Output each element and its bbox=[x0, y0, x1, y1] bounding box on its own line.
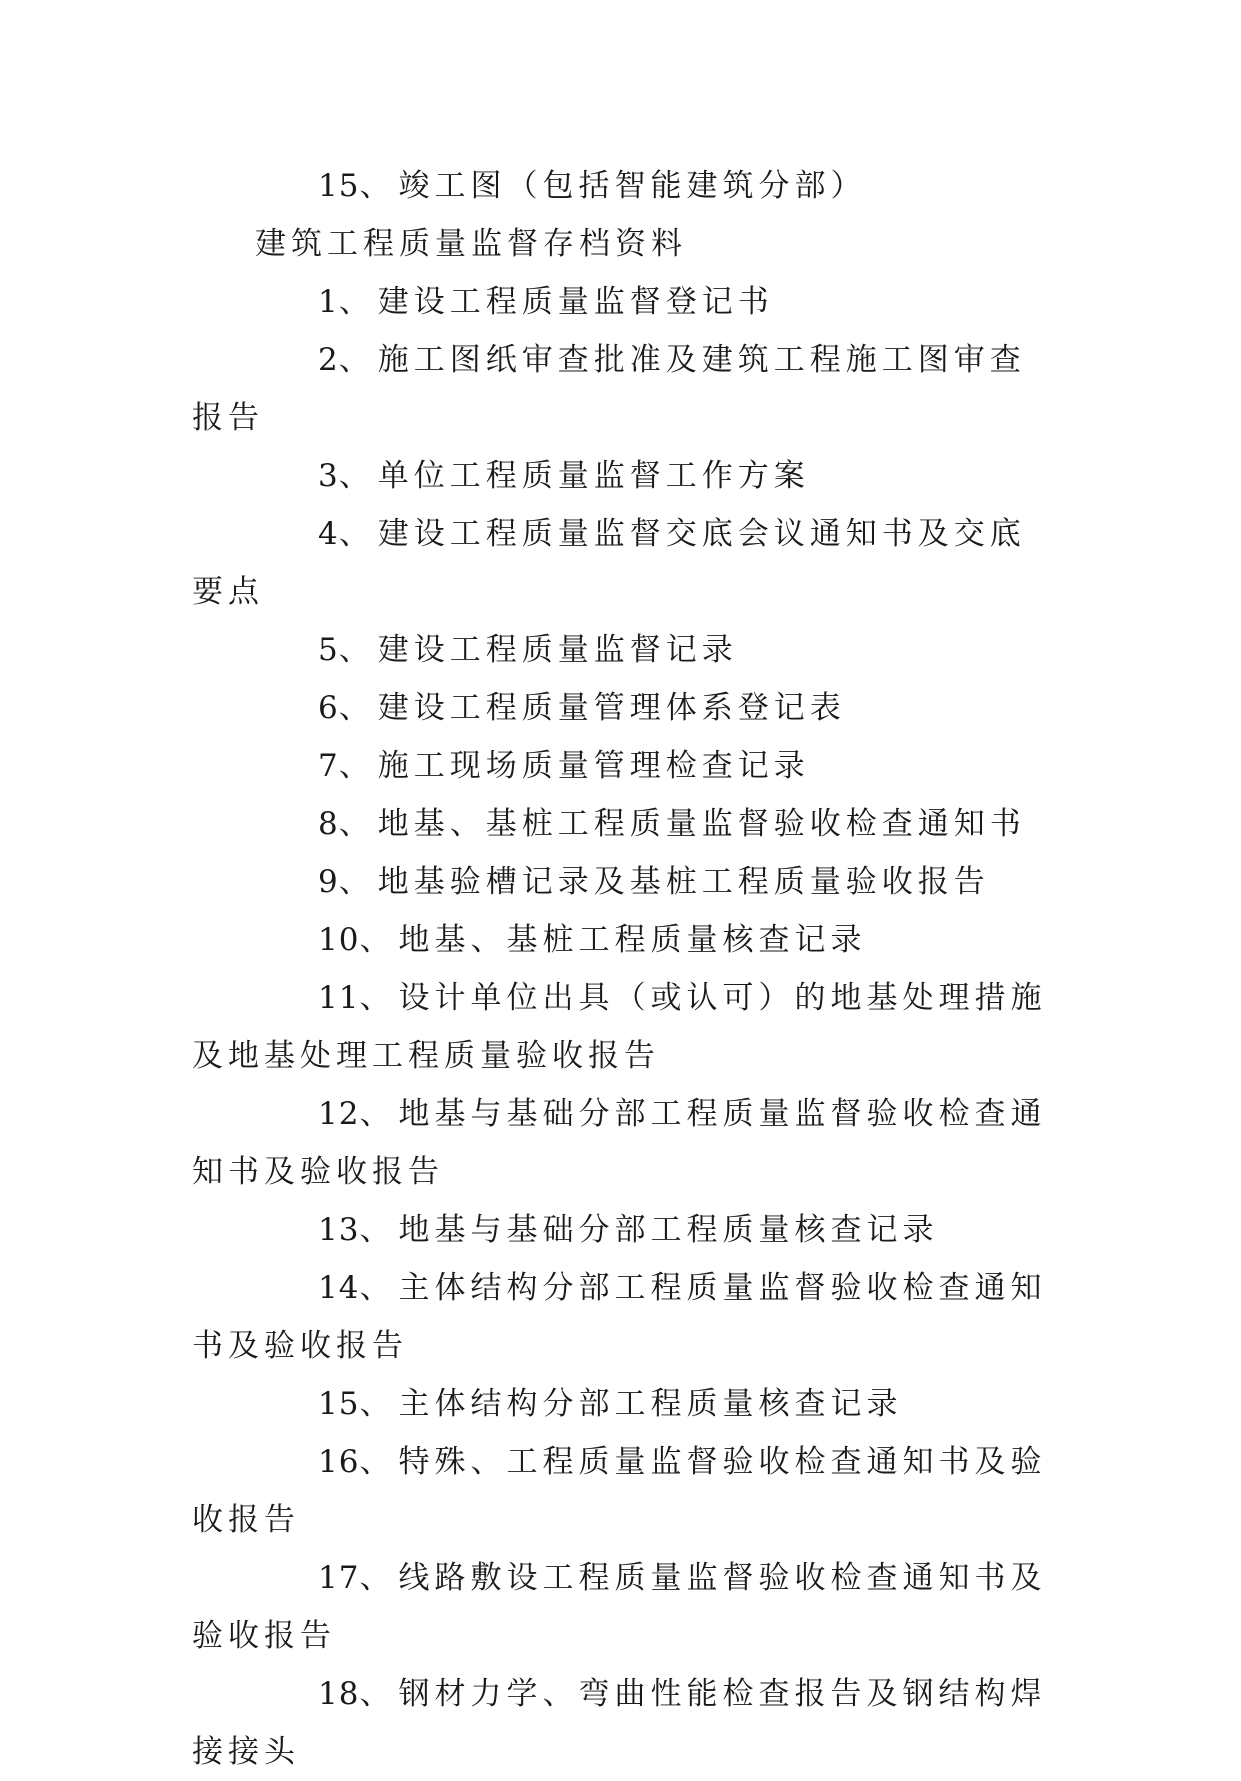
list-item bbox=[192, 737, 1052, 795]
item-text: 施工现场质量管理检查记录 bbox=[377, 748, 810, 784]
item-separator: 、 bbox=[359, 1444, 393, 1480]
item-separator: 、 bbox=[338, 748, 372, 784]
item-separator: 、 bbox=[359, 1386, 393, 1422]
item-number: 17 bbox=[318, 1560, 360, 1596]
list-item bbox=[192, 1549, 1052, 1665]
item-number: 2 bbox=[318, 342, 339, 378]
item-text: 施工图纸审查批准及建筑工程施工图审查报告 bbox=[192, 342, 1026, 436]
list-item bbox=[192, 1085, 1052, 1201]
item-number: 8 bbox=[318, 806, 339, 842]
item-number: 18 bbox=[318, 1676, 360, 1712]
item-separator: 、 bbox=[338, 806, 372, 842]
item-number: 6 bbox=[318, 690, 339, 726]
item-text: 特殊、工程质量监督验收检查通知书及验收报告 bbox=[192, 1444, 1047, 1538]
item-separator: 、 bbox=[338, 458, 372, 494]
item-text: 地基、基桩工程质量核查记录 bbox=[398, 922, 867, 958]
item-text: 主体结构分部工程质量核查记录 bbox=[398, 1386, 903, 1422]
document-body bbox=[192, 157, 1052, 1781]
item-text: 主体结构分部工程质量监督验收检查通知书及验收报告 bbox=[192, 1270, 1047, 1364]
item-separator: 、 bbox=[338, 632, 372, 668]
item-text: 线路敷设工程质量监督验收检查通知书及验收报告 bbox=[192, 1560, 1047, 1654]
section-heading bbox=[192, 215, 1052, 273]
item-number: 14 bbox=[318, 1270, 360, 1306]
item-separator: 、 bbox=[359, 1212, 393, 1248]
item-text: 设计单位出具（或认可）的地基处理措施及地基处理工程质量验收报告 bbox=[192, 980, 1047, 1074]
item-number: 16 bbox=[318, 1444, 360, 1480]
list-item bbox=[192, 621, 1052, 679]
item-number: 1 bbox=[318, 284, 339, 320]
item-text: 建设工程质量监督登记书 bbox=[377, 284, 774, 320]
item-text: 单位工程质量监督工作方案 bbox=[377, 458, 810, 494]
heading-text: 建筑工程质量监督存档资料 bbox=[255, 226, 687, 262]
item-text: 建设工程质量监督交底会议通知书及交底要点 bbox=[192, 516, 1026, 610]
item-separator: 、 bbox=[359, 980, 393, 1016]
list-item bbox=[192, 911, 1052, 969]
list-item bbox=[192, 1259, 1052, 1375]
item-number: 10 bbox=[318, 922, 360, 958]
item-separator: 、 bbox=[338, 690, 372, 726]
item-text: 钢材力学、弯曲性能检查报告及钢结构焊接接头 bbox=[192, 1676, 1047, 1770]
list-item bbox=[192, 273, 1052, 331]
item-number: 13 bbox=[318, 1212, 360, 1248]
item-text: 竣工图（包括智能建筑分部） bbox=[398, 168, 867, 204]
item-number: 7 bbox=[318, 748, 339, 784]
item-separator: 、 bbox=[359, 922, 393, 958]
item-text: 建设工程质量监督记录 bbox=[377, 632, 738, 668]
item-number: 9 bbox=[318, 864, 339, 900]
item-separator: 、 bbox=[359, 1096, 393, 1132]
item-separator: 、 bbox=[338, 284, 372, 320]
list-item bbox=[192, 969, 1052, 1085]
list-item bbox=[192, 331, 1052, 447]
list-item bbox=[192, 795, 1052, 853]
list-item bbox=[192, 157, 1052, 215]
item-text: 建设工程质量管理体系登记表 bbox=[377, 690, 846, 726]
item-separator: 、 bbox=[359, 1270, 393, 1306]
item-text: 地基与基础分部工程质量监督验收检查通知书及验收报告 bbox=[192, 1096, 1047, 1190]
list-item bbox=[192, 1433, 1052, 1549]
item-text: 地基、基桩工程质量监督验收检查通知书 bbox=[377, 806, 1026, 842]
item-text: 地基与基础分部工程质量核查记录 bbox=[398, 1212, 939, 1248]
list-item bbox=[192, 447, 1052, 505]
item-separator: 、 bbox=[338, 516, 372, 552]
list-item bbox=[192, 1375, 1052, 1433]
item-number: 12 bbox=[318, 1096, 360, 1132]
item-separator: 、 bbox=[359, 1676, 393, 1712]
item-number: 11 bbox=[318, 980, 360, 1016]
list-item bbox=[192, 853, 1052, 911]
list-item bbox=[192, 1201, 1052, 1259]
item-number: 3 bbox=[318, 458, 339, 494]
list-item bbox=[192, 1665, 1052, 1781]
item-separator: 、 bbox=[359, 1560, 393, 1596]
item-text: 地基验槽记录及基桩工程质量验收报告 bbox=[377, 864, 990, 900]
item-number: 15 bbox=[318, 1386, 360, 1422]
item-number: 5 bbox=[318, 632, 339, 668]
list-item bbox=[192, 679, 1052, 737]
item-separator: 、 bbox=[359, 168, 393, 204]
list-item bbox=[192, 505, 1052, 621]
item-number: 15 bbox=[318, 168, 360, 204]
item-number: 4 bbox=[318, 516, 339, 552]
item-separator: 、 bbox=[338, 342, 372, 378]
item-separator: 、 bbox=[338, 864, 372, 900]
